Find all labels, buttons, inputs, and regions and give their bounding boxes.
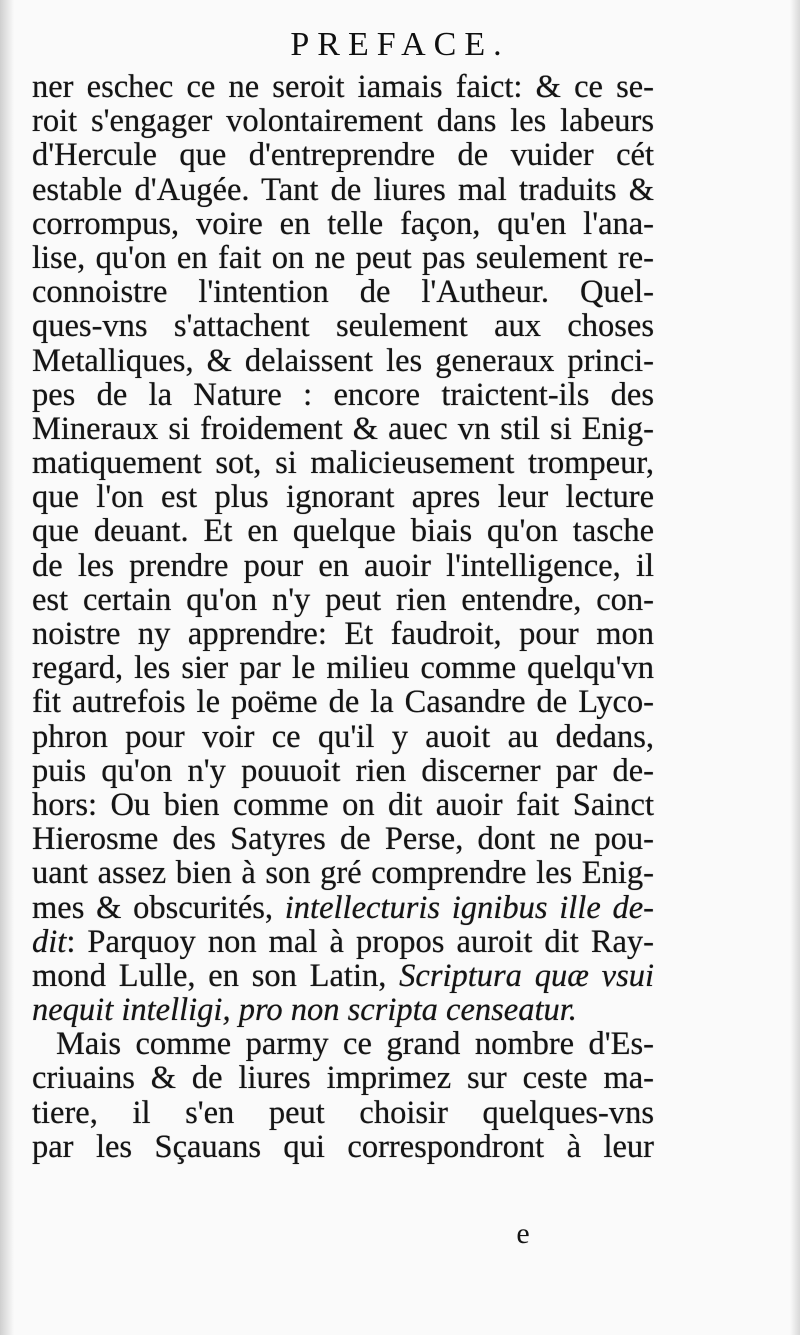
text-run: : Parquoy non mal à propos auroit dit Ray- [66, 923, 654, 960]
text-line [32, 138, 654, 172]
text-run: matiquement sot, si malicieusement trompeur, [32, 445, 654, 482]
text-run: fit autrefois le poëme de la Casandre de Lyco- [32, 684, 654, 721]
text-line [32, 651, 654, 685]
text-line [32, 173, 654, 207]
body-text [32, 70, 654, 1164]
text-run: que deuant. Et en quelque biais qu'on tasche [32, 513, 654, 550]
text-line [32, 344, 654, 378]
text-line [32, 446, 654, 480]
text-line [32, 70, 654, 104]
text-run: par les Sçauans qui correspondront à leur [32, 1128, 654, 1165]
text-run: pes de la Nature : encore traictent-ils des [32, 376, 654, 413]
text-run: puis qu'on n'y pouuoit rien discerner par de- [32, 752, 654, 789]
text-line [32, 378, 654, 412]
text-run: Metalliques, & delaissent les generaux princi- [32, 342, 654, 379]
italic-text: Scriptura quæ vsui [399, 957, 654, 994]
text-line [32, 480, 654, 514]
text-line [32, 1130, 654, 1164]
text-run: noistre ny apprendre: Et faudroit, pour mon [32, 616, 654, 652]
text-run: corrompus, voire en telle façon, qu'en l'ana- [32, 205, 654, 242]
text-run: mes & obscurités, [32, 889, 285, 926]
text-line [32, 788, 654, 822]
text-run: tiere, il s'en peut choisir quelques-vns [32, 1094, 654, 1131]
italic-text: nequit intelligi, pro non scripta censeatur. [32, 992, 577, 1029]
text-run: uant assez bien à son gré comprendre les Enig- [32, 855, 654, 892]
text-line [32, 925, 654, 959]
page-right-shadow [790, 0, 800, 1335]
text-line [32, 959, 654, 993]
text-line [32, 104, 654, 138]
text-line [32, 856, 654, 890]
text-line [32, 720, 654, 754]
text-line [32, 583, 654, 617]
italic-text: dit [32, 923, 67, 960]
text-line [32, 822, 654, 856]
text-run: ner eschec ce ne seroit iamais faict: & ce se- [32, 69, 654, 105]
text-line [32, 617, 654, 651]
text-line [32, 1027, 654, 1061]
text-run: roit s'engager volontairement dans les labeurs [32, 103, 654, 140]
text-run: estable d'Augée. Tant de liures mal traduits & [32, 171, 654, 208]
text-run: que l'on est plus ignorant apres leur lecture [32, 479, 654, 516]
text-line [32, 514, 654, 548]
page-left-shadow [0, 0, 14, 1335]
text-line [32, 1096, 654, 1130]
text-run: Hierosme des Satyres de Perse, dont ne pou- [32, 821, 654, 858]
running-head: PREFACE. [290, 26, 510, 63]
text-line [32, 754, 654, 788]
text-run: ques-vns s'attachent seulement aux choses [32, 308, 654, 345]
text-run: d'Hercule que d'entreprendre de vuider cét [32, 137, 654, 174]
text-run: de les prendre pour en auoir l'intelligence, il [32, 547, 654, 584]
text-line [32, 685, 654, 719]
text-line [32, 993, 654, 1027]
text-run: Mineraux si froidement & auec vn stil si Enig- [32, 410, 654, 447]
italic-text: intellecturis ignibus ille de- [284, 889, 654, 926]
text-line [32, 1061, 654, 1095]
text-line [32, 309, 654, 343]
text-run: lise, qu'on en fait on ne peut pas seulement re- [32, 239, 654, 276]
text-line [32, 275, 654, 309]
text-run: phron pour voir ce qu'il y auoit au dedans, [32, 718, 654, 755]
text-run: est certain qu'on n'y peut rien entendre, con- [32, 581, 654, 618]
text-line [32, 241, 654, 275]
text-run: Mais comme parmy ce grand nombre d'Es- [56, 1026, 654, 1063]
text-run: connoistre l'intention de l'Autheur. Quel- [32, 274, 654, 311]
text-line [32, 891, 654, 925]
text-run: regard, les sier par le milieu comme quelqu'vn [32, 650, 654, 687]
text-line [32, 207, 654, 241]
signature-mark: e [516, 1217, 530, 1250]
text-run: hors: Ou bien comme on dit auoir fait Sainct [32, 786, 654, 823]
text-line [32, 549, 654, 583]
text-run: criuains & de liures imprimez sur ceste ma- [32, 1060, 654, 1097]
text-line [32, 412, 654, 446]
text-run: mond Lulle, en son Latin, [32, 957, 400, 994]
